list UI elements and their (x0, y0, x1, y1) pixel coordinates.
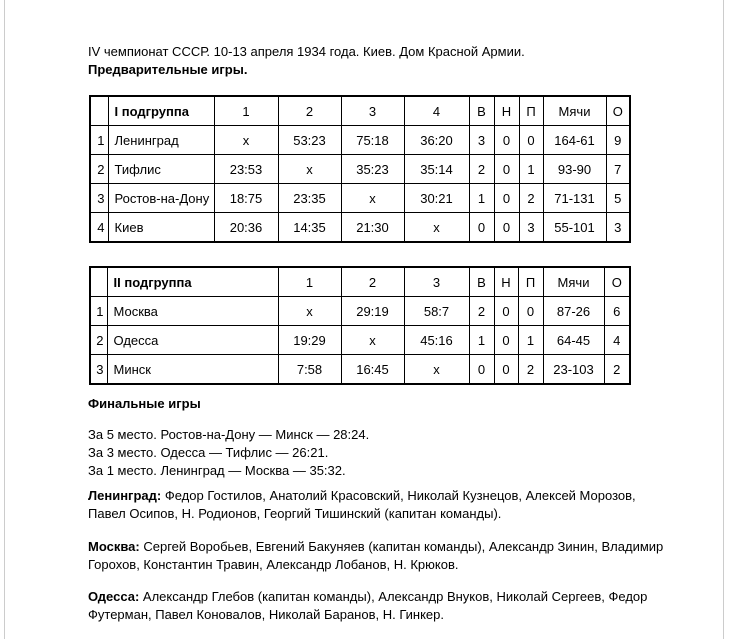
table-row (90, 184, 630, 213)
column-header-cell: Н (494, 96, 519, 126)
score-cell: 0 (494, 184, 519, 213)
score-cell: 3 (519, 213, 543, 243)
score-cell: 35:14 (404, 155, 469, 184)
column-header-cell: П (519, 96, 543, 126)
row-number-cell: 3 (90, 355, 107, 385)
roster-players-line: Александр Глебов (капитан команды), Александр Внуков, Николай Сергеев, Федор (142, 589, 648, 604)
score-cell: 14:35 (278, 213, 341, 243)
column-header-cell: О (604, 267, 630, 297)
team-name-cell: Москва (107, 297, 278, 326)
intro-paragraph (88, 43, 525, 79)
score-cell: 0 (494, 355, 518, 385)
column-header-cell: 1 (214, 96, 278, 126)
table-row (90, 355, 630, 385)
roster-team-label: Ленинград: (88, 488, 162, 503)
team-name-cell: Минск (107, 355, 278, 385)
score-cell: 36:20 (404, 126, 469, 155)
score-cell: x (214, 126, 278, 155)
column-header-cell: В (469, 96, 494, 126)
score-cell: 2 (518, 355, 543, 385)
score-cell: 75:18 (341, 126, 404, 155)
score-cell: 2 (604, 355, 630, 385)
page-border-left (4, 0, 5, 639)
score-cell: 0 (469, 213, 494, 243)
championship-title: IV чемпионат СССР. 10-13 апреля 1934 года. Киев. Дом Красной Армии. (88, 44, 525, 59)
score-cell: 2 (469, 297, 494, 326)
score-cell: 23:53 (214, 155, 278, 184)
score-cell: x (404, 355, 469, 385)
column-header-cell: 2 (341, 267, 404, 297)
table-row (90, 297, 630, 326)
column-header-cell: П (518, 267, 543, 297)
team-name-cell: Одесса (107, 326, 278, 355)
score-cell: 71-131 (543, 184, 606, 213)
score-cell: x (404, 213, 469, 243)
score-cell: 0 (494, 213, 519, 243)
roster-moskva (88, 538, 663, 574)
score-cell: 7 (606, 155, 630, 184)
score-cell: 58:7 (404, 297, 469, 326)
score-cell: 0 (469, 355, 494, 385)
score-cell: 1 (469, 184, 494, 213)
final-game-3rd-place: За 3 место. Одесса — Тифлис — 26:21. (88, 445, 329, 460)
column-header-cell: 1 (278, 267, 341, 297)
row-number-cell: 2 (90, 326, 107, 355)
score-cell: 55-101 (543, 213, 606, 243)
roster-players-line: Футерман, Павел Коновалов, Николай Баранов, Н. Гинкер. (88, 607, 444, 622)
preliminary-games-label: Предварительные игры. (88, 62, 248, 77)
score-cell: 23-103 (543, 355, 604, 385)
score-cell: 93-90 (543, 155, 606, 184)
score-cell: 0 (494, 126, 519, 155)
score-cell: x (278, 297, 341, 326)
score-cell: 19:29 (278, 326, 341, 355)
score-cell: 6 (604, 297, 630, 326)
score-cell: 18:75 (214, 184, 278, 213)
score-cell: 21:30 (341, 213, 404, 243)
score-cell: 1 (518, 326, 543, 355)
row-number-cell: 2 (90, 155, 108, 184)
score-cell: 23:35 (278, 184, 341, 213)
score-cell: 9 (606, 126, 630, 155)
score-cell: x (341, 326, 404, 355)
table-header-row (90, 267, 630, 297)
team-name-cell: Киев (108, 213, 214, 243)
row-number-cell: 1 (90, 126, 108, 155)
score-cell: 0 (519, 126, 543, 155)
finals-heading: Финальные игры (88, 396, 201, 411)
score-cell: 35:23 (341, 155, 404, 184)
score-cell: 29:19 (341, 297, 404, 326)
page-border-right (723, 0, 724, 639)
roster-players-line: Федор Гостилов, Анатолий Красовский, Николай Кузнецов, Алексей Морозов, (164, 488, 636, 503)
score-cell: 4 (604, 326, 630, 355)
roster-leningrad (88, 487, 636, 523)
column-header-cell: 3 (341, 96, 404, 126)
table-row (90, 326, 630, 355)
score-cell: 0 (494, 297, 518, 326)
score-cell: 53:23 (278, 126, 341, 155)
score-cell: 2 (519, 184, 543, 213)
table-title-cell: I подгруппа (108, 96, 214, 126)
score-cell: 0 (494, 155, 519, 184)
column-header-cell: Мячи (543, 267, 604, 297)
row-number-cell: 3 (90, 184, 108, 213)
column-header-cell (90, 267, 107, 297)
score-cell: 7:58 (278, 355, 341, 385)
score-cell: 45:16 (404, 326, 469, 355)
roster-team-label: Москва: (88, 539, 140, 554)
column-header-cell: О (606, 96, 630, 126)
row-number-cell: 4 (90, 213, 108, 243)
team-name-cell: Ростов-на-Дону (108, 184, 214, 213)
score-cell: 5 (606, 184, 630, 213)
score-cell: 3 (469, 126, 494, 155)
score-cell: 30:21 (404, 184, 469, 213)
table-header-row (90, 96, 630, 126)
roster-team-label: Одесса: (88, 589, 140, 604)
subgroup-1-table (89, 95, 631, 243)
column-header-cell: Мячи (543, 96, 606, 126)
row-number-cell: 1 (90, 297, 107, 326)
column-header-cell: Н (494, 267, 518, 297)
column-header-cell: В (469, 267, 494, 297)
roster-players-line: Горохов, Константин Травин, Александр Лобанов, Н. Крюков. (88, 557, 459, 572)
column-header-cell: 3 (404, 267, 469, 297)
score-cell: 164-61 (543, 126, 606, 155)
table-row (90, 126, 630, 155)
finals-results (88, 426, 369, 480)
roster-players-line: Павел Осипов, Н. Родионов, Георгий Тишинский (капитан команды). (88, 506, 502, 521)
score-cell: 64-45 (543, 326, 604, 355)
final-game-1st-place: За 1 место. Ленинград — Москва — 35:32. (88, 463, 346, 478)
score-cell: 1 (519, 155, 543, 184)
team-name-cell: Ленинград (108, 126, 214, 155)
roster-players-line: Сергей Воробьев, Евгений Бакуняев (капитан команды), Александр Зинин, Владимир (143, 539, 664, 554)
score-cell: 2 (469, 155, 494, 184)
final-game-5th-place: За 5 место. Ростов-на-Дону — Минск — 28:24. (88, 427, 370, 442)
table-row (90, 213, 630, 243)
subgroup-2-table (89, 266, 631, 385)
score-cell: 87-26 (543, 297, 604, 326)
score-cell: 20:36 (214, 213, 278, 243)
team-name-cell: Тифлис (108, 155, 214, 184)
column-header-cell: 4 (404, 96, 469, 126)
score-cell: 0 (518, 297, 543, 326)
roster-odessa (88, 588, 647, 624)
table-title-cell: II подгруппа (107, 267, 278, 297)
score-cell: 3 (606, 213, 630, 243)
column-header-cell (90, 96, 108, 126)
score-cell: x (341, 184, 404, 213)
column-header-cell: 2 (278, 96, 341, 126)
score-cell: 0 (494, 326, 518, 355)
score-cell: x (278, 155, 341, 184)
table-row (90, 155, 630, 184)
score-cell: 16:45 (341, 355, 404, 385)
score-cell: 1 (469, 326, 494, 355)
